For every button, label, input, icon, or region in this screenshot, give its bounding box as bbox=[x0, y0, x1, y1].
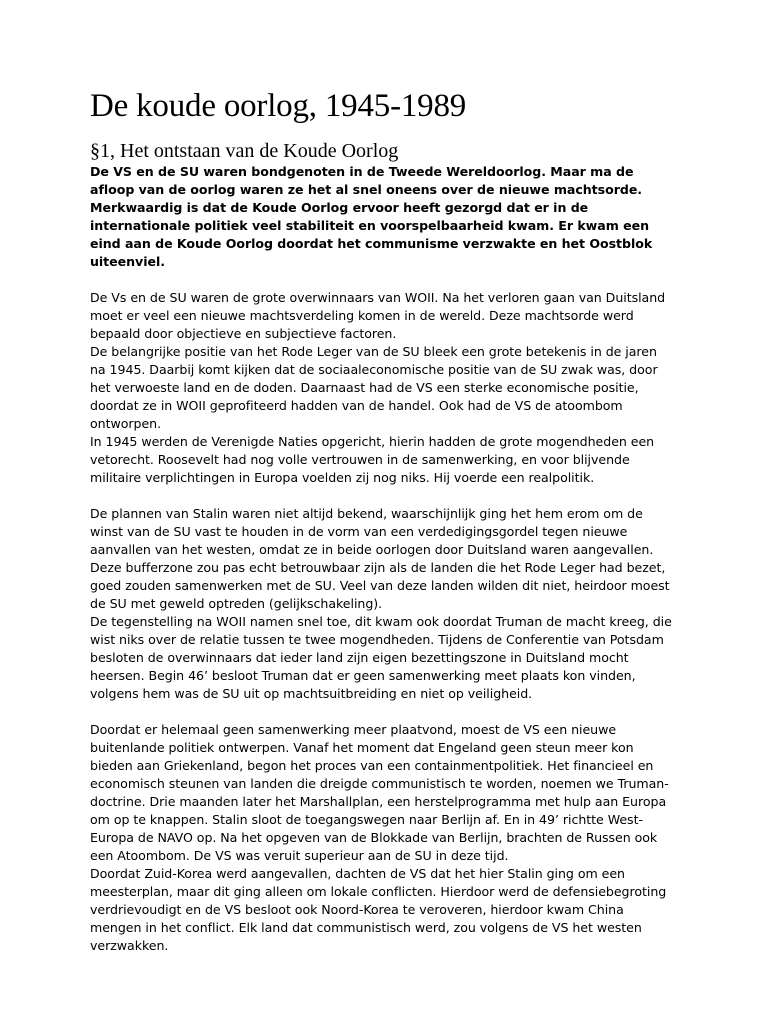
body-paragraph: Doordat er helemaal geen samenwerking meer plaatvond, moest de VS een nieuwe buitenlande politiek ontwerpen. Vanaf het moment dat Engeland geen steun meer kon bieden aan Griekenland, begon het proces van een containmentpolitiek. Het financieel en economisch steunen van landen die dreigde communistisch te worden, noemen we Truman-doctrine. Drie maanden later het Marshallplan, een herstelprogramma met hulp aan Europa om op te knappen. Stalin sloot de toegangswegen naar Berlijn af. En in 49’ richtte West-Europa de NAVO op. Na het opgeven van de Blokkade van Berlijn, brachten de Russen ook een Atoombom. De VS was veruit superieur aan de SU in deze tijd. bbox=[90, 722, 669, 863]
paragraph-gap bbox=[90, 487, 676, 505]
section-heading: §1, Het ontstaan van de Koude Oorlog bbox=[90, 140, 399, 162]
body-paragraph: De Vs en de SU waren de grote overwinnaars van WOII. Na het verloren gaan van Duitsland moet er veel een nieuwe machtsverdeling komen in de wereld. Deze machtsorde werd bepaald door objectieve en subjectieve factoren. bbox=[90, 290, 666, 341]
intro-paragraph: De VS en de SU waren bondgenoten in de Tweede Wereldoorlog. Maar ma de afloop van de oorlog waren ze het al snel oneens over de nieuwe machtsorde. Merkwaardig is dat de Koude Oorlog ervoor heeft gezorgd dat er in de internationale politiek veel stabiliteit en voorspelbaarheid kwam. Er kwam een eind aan de Koude Oorlog doordat het communisme verzwakte en het Oostblok uiteenviel. bbox=[90, 164, 653, 269]
body-paragraph: Doordat Zuid-Korea werd aangevallen, dachten de VS dat het hier Stalin ging om een meesterplan, maar dit ging alleen om lokale conflicten. Hierdoor werd de defensiebegroting verdrievoudigt en de VS besloot ook Noord-Korea te veroveren, hierdoor kwam China mengen in het conflict. Elk land dat communistisch werd, zou volgens de VS het westen verzwakken. bbox=[90, 866, 667, 953]
body-paragraph: In 1945 werden de Verenigde Naties opgericht, hierin hadden de grote mogendheden een vetorecht. Roosevelt had nog volle vertrouwen in de samenwerking, en voor blijvende militaire verplichtingen in Europa voelden zij nog niks. Hij voerde een realpolitik. bbox=[90, 434, 655, 485]
paragraph-gap bbox=[90, 271, 676, 289]
body-paragraph: De tegenstelling na WOII namen snel toe, dit kwam ook doordat Truman de macht kreeg, die wist niks over de relatie tussen te twee mogendheden. Tijdens de Conferentie van Potsdam besloten de overwinnaars dat ieder land zijn eigen bezettingszone in Duitsland mocht heersen. Begin 46’ besloot Truman dat er geen samenwerking meet plaats kon vinden, volgens hem was de SU uit op machtsuitbreiding en niet op veiligheid. bbox=[90, 614, 672, 701]
paragraph-gap bbox=[90, 703, 676, 721]
body-paragraph: De belangrijke positie van het Rode Leger van de SU bleek een grote betekenis in de jaren na 1945. Daarbij komt kijken dat de sociaaleconomische positie van de SU zwak was, door het verwoeste land en de doden. Daarnaast had de VS een sterke economische positie, doordat ze in WOII geprofiteerd hadden van de handel. Ook had de VS de atoombom ontworpen. bbox=[90, 344, 658, 431]
body-paragraph: De plannen van Stalin waren niet altijd bekend, waarschijnlijk ging het hem erom om de winst van de SU vast te houden in de vorm van een verdedigingsgordel tegen nieuwe aanvallen van het westen, omdat ze in beide oorlogen door Duitsland waren aangevallen. Deze bufferzone zou pas echt betrouwbaar zijn als de landen die het Rode Leger had bezet, goed zouden samenwerken met de SU. Veel van deze landen wilden dit niet, heirdoor moest de SU met geweld optreden (gelijkschakeling). bbox=[90, 506, 670, 611]
document-title: De koude oorlog, 1945-1989 bbox=[90, 88, 467, 124]
document-page bbox=[90, 84, 676, 955]
